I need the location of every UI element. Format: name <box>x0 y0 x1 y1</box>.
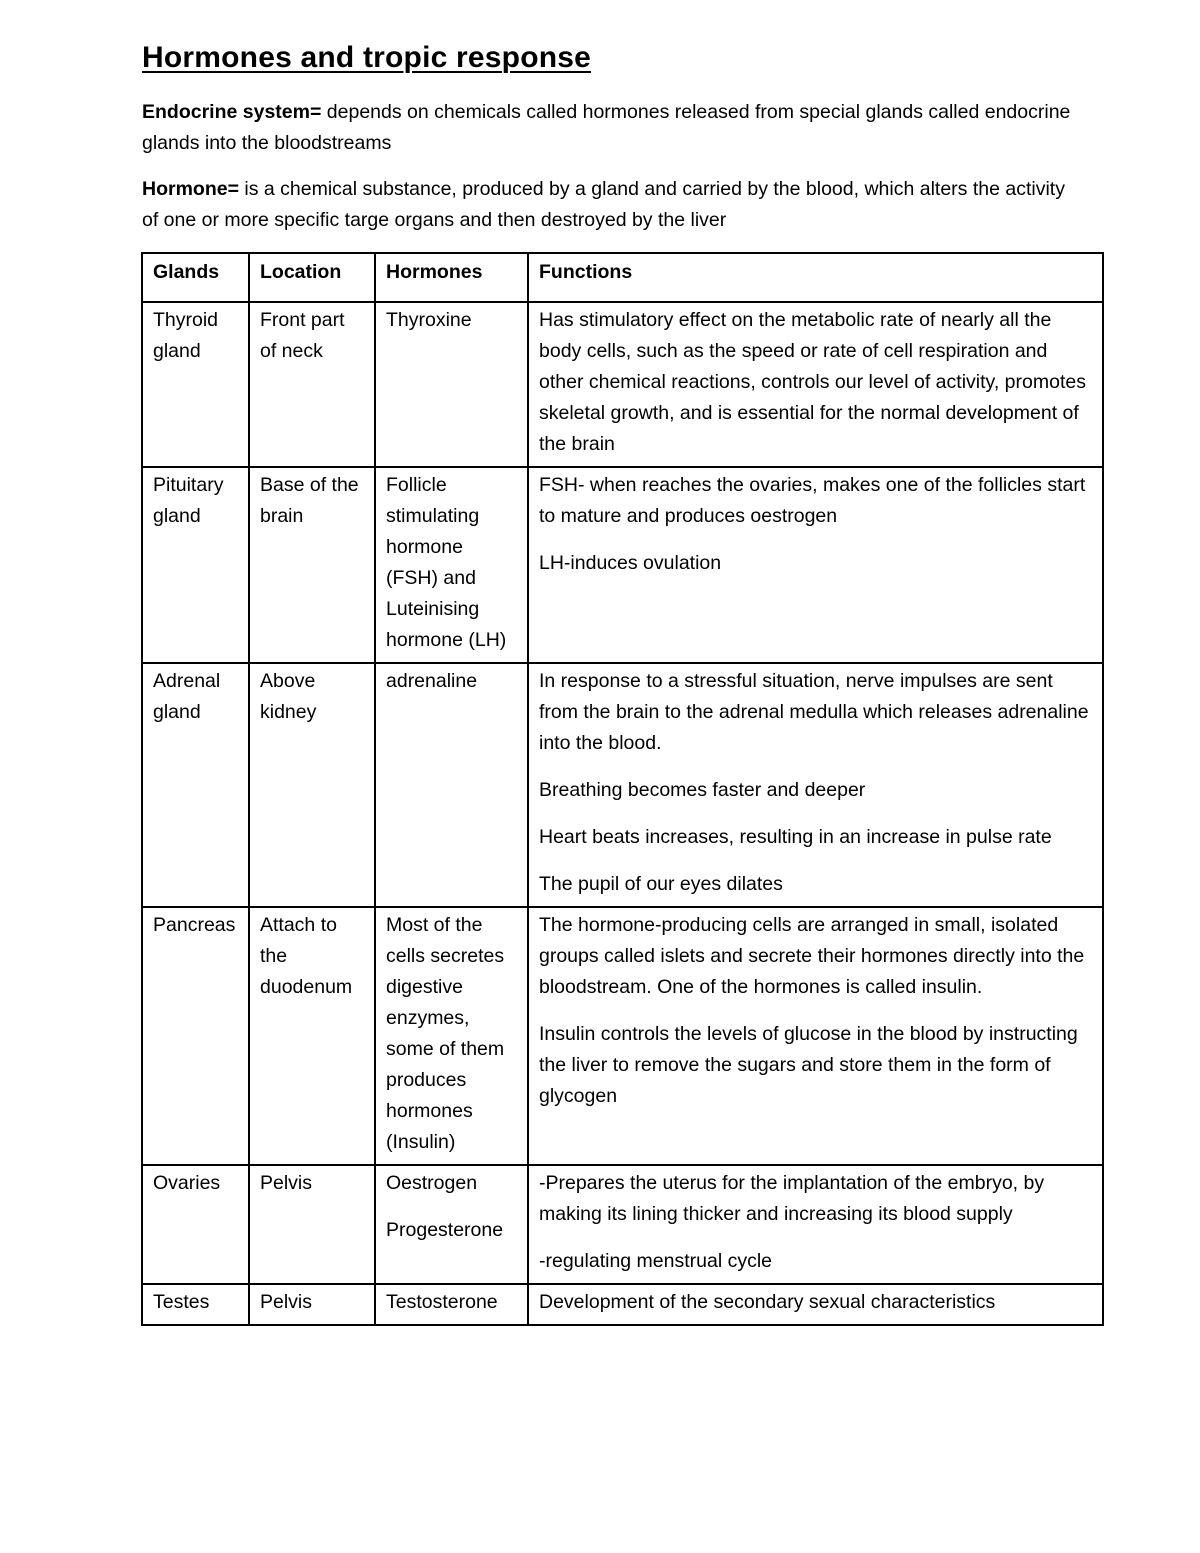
function-paragraph: Heart beats increases, resulting in an increase in pulse rate <box>539 826 1052 848</box>
function-paragraph: Development of the secondary sexual characteristics <box>539 1291 996 1313</box>
header-hormones: Hormones <box>375 253 528 302</box>
definition-text: is a chemical substance, produced by a gland and carried by the blood, which alters the activity of one or more specific targe organs and then destroyed by the liver <box>142 178 1065 231</box>
cell-gland: Ovaries <box>142 1165 249 1284</box>
cell-gland: Pituitary gland <box>142 467 249 663</box>
function-paragraph: The pupil of our eyes dilates <box>539 873 783 895</box>
cell-functions <box>528 467 1103 663</box>
cell-location: Front part of neck <box>249 302 375 467</box>
cell-location: Pelvis <box>249 1165 375 1284</box>
table-row <box>142 1165 1103 1284</box>
hormone-name: Follicle stimulating hormone (FSH) and Luteinising hormone (LH) <box>386 474 507 651</box>
cell-gland: Thyroid gland <box>142 302 249 467</box>
hormone-name: adrenaline <box>386 670 478 692</box>
cell-hormones <box>375 467 528 663</box>
cell-functions <box>528 1165 1103 1284</box>
function-paragraph: -Prepares the uterus for the implantation of the embryo, by making its lining thicker and increasing its blood supply <box>539 1172 1045 1225</box>
hormone-name: Most of the cells secretes digestive enzymes, some of them produces hormones (Insulin) <box>386 914 505 1153</box>
cell-gland: Testes <box>142 1284 249 1325</box>
cell-hormones <box>375 302 528 467</box>
table-body <box>142 302 1103 1325</box>
function-paragraph: Breathing becomes faster and deeper <box>539 779 866 801</box>
cell-functions <box>528 907 1103 1165</box>
glands-table <box>141 252 1104 1326</box>
hormone-name: Oestrogen <box>386 1172 478 1194</box>
definition-endocrine-system <box>142 97 1082 159</box>
hormone-name: Thyroxine <box>386 309 472 331</box>
definition-term: Endocrine system= <box>142 101 322 123</box>
table-row <box>142 663 1103 907</box>
table-row <box>142 907 1103 1165</box>
function-paragraph: -regulating menstrual cycle <box>539 1250 773 1272</box>
function-paragraph: In response to a stressful situation, nerve impulses are sent from the brain to the adrenal medulla which releases adrenaline into the blood. <box>539 670 1089 754</box>
cell-location: Attach to the duodenum <box>249 907 375 1165</box>
hormone-name: Testosterone <box>386 1291 498 1313</box>
function-paragraph: Has stimulatory effect on the metabolic rate of nearly all the body cells, such as the speed or rate of cell respiration and other chemical reactions, controls our level of activity, promotes skeletal growth, and is essential for the normal development of the brain <box>539 309 1086 455</box>
table-row <box>142 467 1103 663</box>
cell-location: Base of the brain <box>249 467 375 663</box>
cell-functions <box>528 1284 1103 1325</box>
cell-location: Pelvis <box>249 1284 375 1325</box>
definition-text: depends on chemicals called hormones released from special glands called endocrine glands into the bloodstreams <box>142 101 1071 154</box>
header-glands: Glands <box>142 253 249 302</box>
definition-hormone <box>142 174 1082 236</box>
cell-functions <box>528 663 1103 907</box>
function-paragraph: FSH- when reaches the ovaries, makes one of the follicles start to mature and produces oestrogen <box>539 474 1086 527</box>
function-paragraph: LH-induces ovulation <box>539 552 722 574</box>
cell-gland: Pancreas <box>142 907 249 1165</box>
function-paragraph: The hormone-producing cells are arranged in small, isolated groups called islets and secrete their hormones directly into the bloodstream. One of the hormones is called insulin. <box>539 914 1085 998</box>
cell-location: Above kidney <box>249 663 375 907</box>
header-functions: Functions <box>528 253 1103 302</box>
cell-functions <box>528 302 1103 467</box>
cell-hormones <box>375 1284 528 1325</box>
table-header-row <box>142 253 1103 302</box>
function-paragraph: Insulin controls the levels of glucose in the blood by instructing the liver to remove the sugars and store them in the form of glycogen <box>539 1023 1078 1107</box>
hormone-name: Progesterone <box>386 1219 504 1241</box>
page-title: Hormones and tropic response <box>142 41 592 74</box>
cell-hormones <box>375 907 528 1165</box>
cell-hormones <box>375 663 528 907</box>
definition-term: Hormone= <box>142 178 239 200</box>
cell-gland: Adrenal gland <box>142 663 249 907</box>
header-location: Location <box>249 253 375 302</box>
cell-hormones <box>375 1165 528 1284</box>
table-row <box>142 302 1103 467</box>
table-row <box>142 1284 1103 1325</box>
